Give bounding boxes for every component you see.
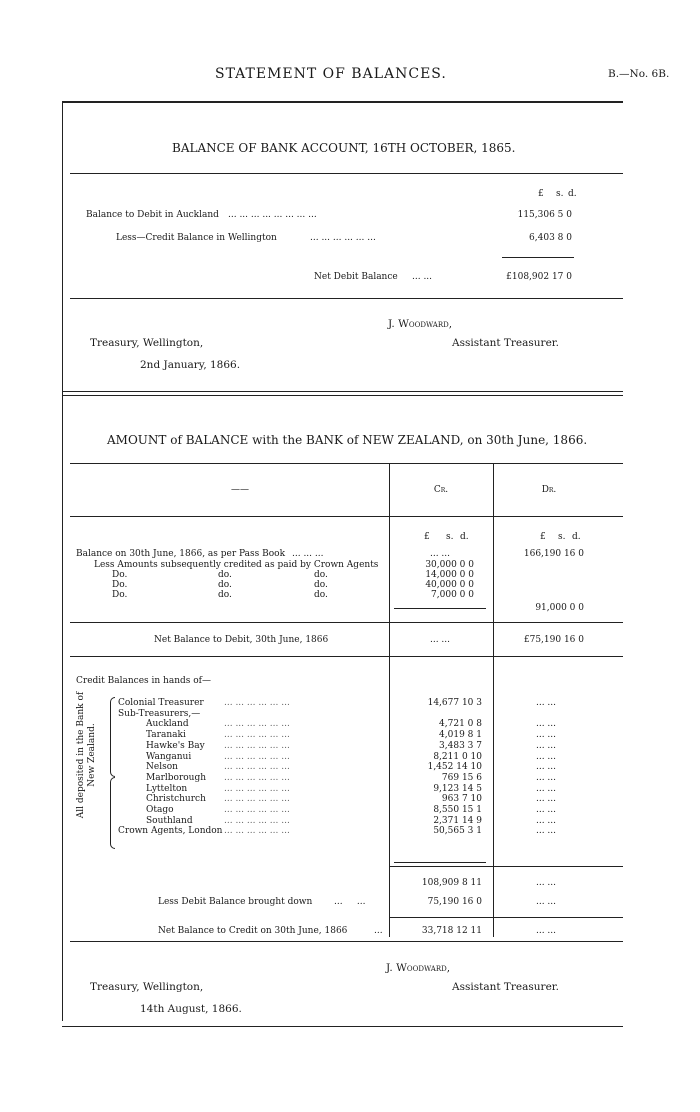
row-label: Do. bbox=[112, 590, 128, 600]
row-rule bbox=[389, 866, 623, 867]
cr-amount: 50,565 3 1 bbox=[433, 826, 482, 837]
cr-amount: 8,550 15 1 bbox=[433, 805, 482, 815]
credit-heading: Credit Balances in hands of— bbox=[76, 676, 211, 686]
signature-place: Treasury, Wellington, bbox=[90, 981, 204, 993]
currency-head-pounds: £ bbox=[538, 189, 544, 199]
cr-amount: 4,019 8 1 bbox=[439, 730, 482, 741]
brace bbox=[110, 777, 115, 849]
section2-top-rule-2 bbox=[62, 395, 623, 396]
dr-amount: ... ... bbox=[535, 698, 557, 708]
table-header-rule bbox=[70, 516, 623, 517]
section1-title: BALANCE OF BANK ACCOUNT, 16TH OCTOBER, 1865. bbox=[172, 141, 516, 155]
table-top-rule bbox=[70, 463, 623, 464]
brace bbox=[110, 697, 115, 777]
dr-amount: 91,000 0 0 bbox=[535, 603, 584, 613]
dr-amount: 166,190 16 0 bbox=[523, 549, 584, 559]
row-rule bbox=[389, 917, 623, 918]
section1-divider-2 bbox=[70, 298, 623, 299]
row-leader-dots: ... ... ... ... ... ... bbox=[224, 719, 290, 730]
row-leader-dots: ... ... ... ... ... ... bbox=[310, 233, 376, 243]
row-label: Less—Credit Balance in Wellington bbox=[116, 233, 277, 243]
row-leader-dots: ... ... ... ... ... ... bbox=[224, 762, 290, 773]
currency-head-pounds: £ bbox=[540, 532, 546, 542]
credit-row-label: Otago bbox=[146, 805, 174, 815]
cr-amount: 14,677 10 3 bbox=[427, 698, 482, 708]
column-head-cr: Cr. bbox=[433, 485, 449, 495]
cr-amount: 14,000 0 0 bbox=[425, 570, 474, 580]
ditto: do. bbox=[314, 570, 328, 580]
net-amount: £108,902 17 0 bbox=[506, 272, 572, 282]
credit-row-label: Auckland bbox=[146, 719, 189, 730]
cr-amount: 33,718 12 11 bbox=[421, 926, 482, 936]
subtotal-rule bbox=[394, 862, 486, 863]
row-leader-dots: ... ... ... ... ... ... bbox=[224, 740, 290, 751]
page-title: STATEMENT OF BALANCES. bbox=[215, 66, 447, 82]
signatory-title: Assistant Treasurer. bbox=[452, 981, 559, 993]
row-label: Net Balance to Debit, 30th June, 1866 bbox=[154, 635, 329, 645]
dr-amount: ... ... bbox=[535, 794, 557, 805]
cr-amount: 75,190 16 0 bbox=[427, 897, 482, 907]
credit-row-label: Southland bbox=[146, 815, 193, 826]
row-leader-dots: ... ... ... ... ... ... bbox=[224, 698, 290, 708]
cr-amount: 1,452 14 10 bbox=[427, 762, 482, 773]
ditto: do. bbox=[314, 580, 328, 590]
table-bottom-rule bbox=[70, 941, 623, 942]
row-leader-dots: ... ... ... ... ... ... bbox=[224, 805, 290, 815]
credit-row-label: Taranaki bbox=[146, 730, 186, 741]
row-leader-dots: ... ... bbox=[412, 272, 433, 282]
cr-amount: 3,483 3 7 bbox=[439, 740, 482, 751]
row-label: Balance to Debit in Auckland bbox=[86, 210, 219, 220]
credit-row-label: Christchurch bbox=[146, 794, 206, 805]
row-leader-dots: ... ... ... ... ... ... bbox=[224, 826, 290, 837]
dr-amount: ... ... bbox=[535, 762, 557, 773]
row-leader-dots: ... ... bbox=[334, 897, 366, 907]
ditto: do. bbox=[218, 580, 232, 590]
dr-amount: ... ... bbox=[535, 740, 557, 751]
net-label: Net Debit Balance bbox=[314, 272, 398, 282]
cr-amount: 7,000 0 0 bbox=[431, 590, 474, 600]
row-label: Net Balance to Credit on 30th June, 1866 bbox=[158, 926, 348, 936]
side-label: All deposited in the Bank of New Zealand. bbox=[76, 691, 97, 819]
dr-amount: ... ... bbox=[535, 826, 557, 837]
credit-row-label: Crown Agents, London bbox=[118, 826, 223, 837]
signatory-name: J. Woodward, bbox=[386, 962, 451, 974]
dr-amount: ... ... bbox=[535, 805, 557, 815]
row-leader-dots: ... ... ... ... ... ... ... ... bbox=[228, 210, 317, 220]
row-leader-dots: ... ... ... ... ... ... bbox=[224, 783, 290, 794]
ditto: do. bbox=[314, 590, 328, 600]
signature-place: Treasury, Wellington, bbox=[90, 337, 204, 349]
currency-head-shillings: s. bbox=[556, 189, 564, 199]
page-left-border bbox=[62, 101, 63, 1021]
column-head-blank: —— bbox=[231, 485, 249, 495]
credit-row-label: Hawke's Bay bbox=[146, 740, 205, 751]
dr-amount: ... ... bbox=[535, 783, 557, 794]
row-leader-dots: ... bbox=[374, 926, 383, 936]
row-amount: 115,306 5 0 bbox=[517, 210, 572, 220]
row-label: Do. bbox=[112, 580, 128, 590]
signature-date: 14th August, 1866. bbox=[140, 1003, 242, 1015]
row-amount: 6,403 8 0 bbox=[529, 233, 572, 243]
credit-row-label: Lyttelton bbox=[146, 783, 188, 794]
dr-amount: ... ... bbox=[535, 897, 557, 907]
credit-row-label: Marlborough bbox=[146, 772, 207, 783]
row-label: Less Debit Balance brought down bbox=[158, 897, 313, 907]
row-label: Balance on 30th June, 1866, as per Pass Book bbox=[76, 549, 286, 559]
page-bottom-rule bbox=[62, 1026, 623, 1027]
section2-title: AMOUNT of BALANCE with the BANK of NEW ZEALAND, on 30th June, 1866. bbox=[107, 433, 588, 447]
dr-amount: ... ... bbox=[535, 815, 557, 826]
signatory-name: J. Woodward, bbox=[388, 318, 453, 330]
cr-amount: 769 15 6 bbox=[441, 772, 482, 783]
section1-divider bbox=[70, 173, 623, 174]
ditto: do. bbox=[218, 570, 232, 580]
row-rule bbox=[70, 656, 623, 657]
dr-amount: ... ... bbox=[535, 878, 557, 888]
cr-amount: 4,721 0 8 bbox=[439, 719, 482, 730]
credit-row-label: Nelson bbox=[146, 762, 178, 773]
row-leader-dots: ... ... ... ... ... ... bbox=[224, 772, 290, 783]
section2-top-rule bbox=[62, 391, 623, 392]
dr-amount: ... ... bbox=[535, 926, 557, 936]
cr-amount: 8,211 0 10 bbox=[433, 751, 482, 762]
row-leader-dots: ... ... ... ... ... ... bbox=[224, 794, 290, 805]
row-rule bbox=[70, 622, 623, 623]
currency-head-shillings: s. bbox=[446, 532, 454, 542]
cr-amount: 108,909 8 11 bbox=[421, 878, 482, 888]
row-label: Less Amounts subsequently credited as paid by Crown Agents bbox=[94, 560, 379, 570]
currency-head-pence: d. bbox=[572, 532, 581, 542]
subtotal-rule bbox=[502, 257, 574, 258]
signatory-title: Assistant Treasurer. bbox=[452, 337, 559, 349]
dr-amount: ... ... bbox=[535, 730, 557, 741]
signature-date: 2nd January, 1866. bbox=[140, 359, 241, 371]
cr-amount: ... ... bbox=[429, 635, 451, 645]
cr-amount: 30,000 0 0 bbox=[425, 560, 474, 570]
document-reference: B.—No. 6B. bbox=[608, 68, 670, 80]
dr-amount: ... ... bbox=[535, 719, 557, 730]
section1-top-rule bbox=[62, 101, 623, 103]
cr-amount: ... ... bbox=[429, 549, 451, 559]
cr-amount: 2,371 14 9 bbox=[433, 815, 482, 826]
dr-amount: ... ... bbox=[535, 751, 557, 762]
row-label: Do. bbox=[112, 570, 128, 580]
currency-head-pence: d. bbox=[460, 532, 469, 542]
dr-amount: ... ... bbox=[535, 772, 557, 783]
row-leader-dots: ... ... ... bbox=[292, 549, 324, 559]
currency-head-pence: d. bbox=[568, 189, 577, 199]
currency-head-shillings: s. bbox=[558, 532, 566, 542]
credit-row-label: Wanganui bbox=[146, 751, 192, 762]
row-leader-dots: ... ... ... ... ... ... bbox=[224, 730, 290, 741]
credit-row-label: Sub-Treasurers,— bbox=[118, 708, 201, 719]
ditto: do. bbox=[218, 590, 232, 600]
column-head-dr: Dr. bbox=[541, 485, 557, 495]
subtotal-rule bbox=[394, 608, 486, 609]
row-leader-dots: ... ... ... ... ... ... bbox=[224, 815, 290, 826]
row-leader-dots: ... ... ... ... ... ... bbox=[224, 751, 290, 762]
dr-amount: £75,190 16 0 bbox=[523, 635, 584, 645]
currency-head-pounds: £ bbox=[424, 532, 430, 542]
cr-amount: 40,000 0 0 bbox=[425, 580, 474, 590]
cr-amount: 963 7 10 bbox=[441, 794, 482, 805]
credit-row-label: Colonial Treasurer bbox=[118, 698, 204, 708]
cr-amount: 9,123 14 5 bbox=[433, 783, 482, 794]
